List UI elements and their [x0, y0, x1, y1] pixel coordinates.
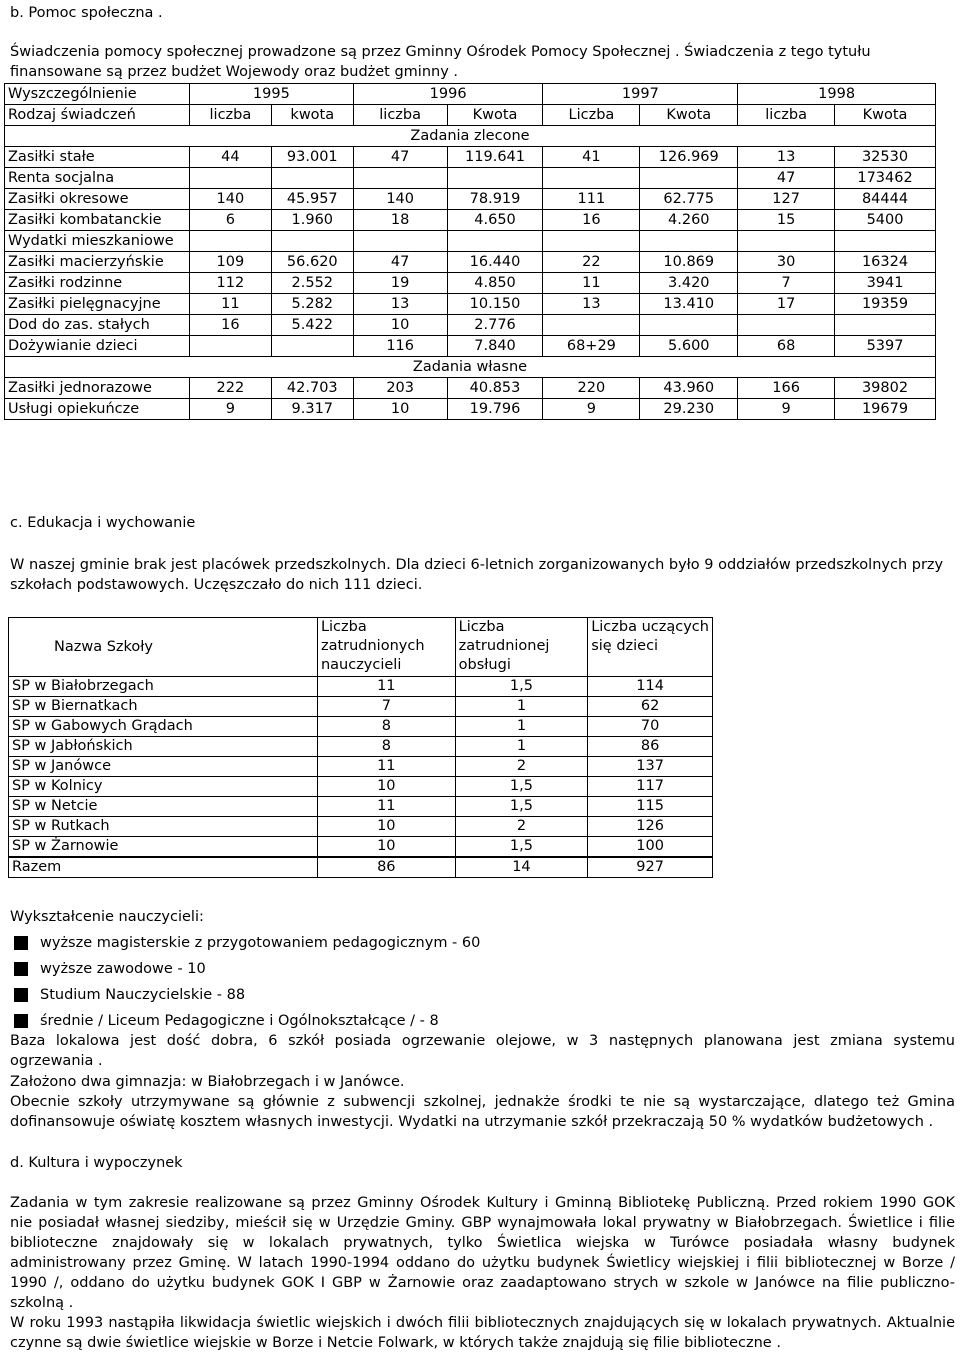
school-value-cell: 2 [455, 757, 588, 777]
benefit-value-cell: 68 [738, 336, 835, 357]
benefit-value-cell: 166 [738, 378, 835, 399]
benefit-value-cell: 13 [353, 294, 447, 315]
benefit-value-cell [640, 168, 738, 189]
benefit-value-cell: 11 [189, 294, 271, 315]
benefit-name-cell: Zasiłki macierzyńskie [5, 252, 190, 273]
bullet-square-icon [14, 1014, 28, 1028]
school-value-cell: 10 [317, 837, 455, 858]
education-p2: Założono dwa gimnazja: w Białobrzegach i w Janówce. [10, 1074, 405, 1090]
school-value-cell: 114 [588, 677, 713, 697]
school-value-cell: 1 [455, 737, 588, 757]
benefit-row [5, 378, 936, 399]
benefit-row [5, 273, 936, 294]
section-b-intro-line2: finansowane są przez budżet Wojewody oraz budżet gminny . [10, 64, 459, 80]
benefit-value-cell: 5.422 [271, 315, 353, 336]
header-staff [455, 618, 588, 677]
school-value-cell: 1,5 [455, 677, 588, 697]
education-p1-line2: ogrzewania . [10, 1053, 103, 1069]
benefit-value-cell [543, 315, 640, 336]
header-spec: Wyszczególnienie [5, 84, 190, 105]
header-teachers [317, 618, 455, 677]
benefit-value-cell: 47 [738, 168, 835, 189]
benefit-value-cell: 15 [738, 210, 835, 231]
benefit-value-cell: 3.420 [640, 273, 738, 294]
section-c-para-line2: szkołach podstawowych. Uczęszczało do nich 111 dzieci. [10, 577, 423, 593]
benefit-value-cell: 126.969 [640, 147, 738, 168]
subheader-cell: Kwota [835, 105, 936, 126]
education-item: Studium Nauczycielskie - 88 [40, 987, 246, 1003]
school-value-cell: 10 [317, 777, 455, 797]
benefit-value-cell: 30 [738, 252, 835, 273]
benefit-value-cell: 222 [189, 378, 271, 399]
benefit-name-cell: Dod do zas. stałych [5, 315, 190, 336]
benefit-value-cell: 19359 [835, 294, 936, 315]
benefit-value-cell: 111 [543, 189, 640, 210]
benefit-value-cell: 16 [189, 315, 271, 336]
benefit-value-cell: 116 [353, 336, 447, 357]
benefit-value-cell [543, 168, 640, 189]
subheader-cell: liczba [738, 105, 835, 126]
school-value-cell: 62 [588, 697, 713, 717]
benefit-value-cell: 127 [738, 189, 835, 210]
school-row [9, 817, 713, 837]
benefit-value-cell: 10 [353, 315, 447, 336]
education-item: wyższe zawodowe - 10 [40, 961, 206, 977]
education-paragraph-base [10, 1031, 955, 1071]
benefit-value-cell: 5397 [835, 336, 936, 357]
school-row [9, 677, 713, 697]
school-value-cell: 2 [455, 817, 588, 837]
school-value-cell: 100 [588, 837, 713, 858]
header-staff-line: zatrudnionej [458, 638, 550, 654]
benefit-value-cell [543, 231, 640, 252]
benefit-value-cell [271, 336, 353, 357]
school-name-cell: SP w Gabowych Grądach [9, 717, 318, 737]
school-value-cell: 1 [455, 717, 588, 737]
section-row [5, 357, 936, 378]
school-name-cell: SP w Jabłońskich [9, 737, 318, 757]
benefit-row [5, 294, 936, 315]
school-name-cell: SP w Biernatkach [9, 697, 318, 717]
benefit-row [5, 399, 936, 420]
benefit-name-cell: Zasiłki stałe [5, 147, 190, 168]
schools-total-row [9, 857, 713, 878]
benefit-value-cell: 5400 [835, 210, 936, 231]
subheader-cell: Kwota [640, 105, 738, 126]
schools-table [8, 617, 713, 878]
benefit-row [5, 168, 936, 189]
benefit-value-cell [353, 168, 447, 189]
school-value-cell: 927 [588, 857, 713, 878]
benefit-value-cell: 3941 [835, 273, 936, 294]
school-value-cell: 1,5 [455, 797, 588, 817]
benefit-value-cell: 7.840 [447, 336, 543, 357]
benefit-name-cell: Renta socjalna [5, 168, 190, 189]
benefit-value-cell: 112 [189, 273, 271, 294]
school-name-cell: SP w Białobrzegach [9, 677, 318, 697]
benefit-value-cell: 9 [189, 399, 271, 420]
benefit-value-cell: 16.440 [447, 252, 543, 273]
benefit-name-cell: Zasiłki jednorazowe [5, 378, 190, 399]
benefit-value-cell [189, 168, 271, 189]
benefit-value-cell: 5.282 [271, 294, 353, 315]
benefit-value-cell: 19.796 [447, 399, 543, 420]
bullet-square-icon [14, 936, 28, 950]
school-value-cell: 8 [317, 737, 455, 757]
benefit-name-cell: Zasiłki rodzinne [5, 273, 190, 294]
benefit-row [5, 147, 936, 168]
benefit-value-cell: 93.001 [271, 147, 353, 168]
section-d-line: czynne są dwie świetlice wiejskie w Borze i Netcie Folwark, w których także znajdują się filie biblioteczne . [10, 1335, 781, 1351]
education-item: wyższe magisterskie z przygotowaniem pedagogicznym - 60 [40, 935, 481, 951]
header-pupils-line: Liczba uczących [591, 619, 709, 635]
benefit-value-cell [738, 315, 835, 336]
benefit-value-cell [271, 231, 353, 252]
subheader-cell: liczba [353, 105, 447, 126]
header-teachers-line: zatrudnionych [320, 638, 425, 654]
school-value-cell: 8 [317, 717, 455, 737]
benefit-value-cell: 47 [353, 252, 447, 273]
benefit-value-cell: 9.317 [271, 399, 353, 420]
benefit-value-cell: 4.850 [447, 273, 543, 294]
benefit-value-cell: 1.960 [271, 210, 353, 231]
school-value-cell: 117 [588, 777, 713, 797]
benefit-value-cell: 140 [189, 189, 271, 210]
school-value-cell: 14 [455, 857, 588, 878]
benefit-value-cell: 47 [353, 147, 447, 168]
schools-header-row [9, 618, 713, 677]
subheader-cell: Liczba [543, 105, 640, 126]
section-d-line: Zadania w tym zakresie realizowane są przez Gminny Ośrodek Kultury i Gminną Bibliotekę Publiczną. Przed rokiem 1990 GOK [10, 1195, 955, 1211]
benefit-value-cell: 13.410 [640, 294, 738, 315]
school-value-cell: 86 [588, 737, 713, 757]
benefit-value-cell: 119.641 [447, 147, 543, 168]
school-name-cell: SP w Rutkach [9, 817, 318, 837]
benefit-value-cell: 9 [738, 399, 835, 420]
education-item: średnie / Liceum Pedagogiczne i Ogólnokształcące / - 8 [40, 1013, 439, 1029]
benefit-value-cell: 10 [353, 399, 447, 420]
section-d-line: biblioteczne znajdowały się w lokalach prywatnych, tylko Świetlica wiejska w Turówce posiadała własny budynek [10, 1235, 955, 1251]
school-value-cell: 70 [588, 717, 713, 737]
section-d-line: 1990 /, oddano do użytku budynek GOK I GBP w Żarnowie oraz zaadaptowano strych w szkole w Janówce na filie publiczno- [10, 1275, 955, 1291]
subheader-cell: liczba [189, 105, 271, 126]
benefit-value-cell: 19 [353, 273, 447, 294]
benefit-value-cell: 43.960 [640, 378, 738, 399]
header-pupils [588, 618, 713, 677]
section-d-heading: d. Kultura i wypoczynek [10, 1155, 183, 1171]
school-name-cell: SP w Janówce [9, 757, 318, 777]
benefit-value-cell: 109 [189, 252, 271, 273]
benefit-value-cell: 10.869 [640, 252, 738, 273]
benefit-value-cell [189, 336, 271, 357]
benefit-value-cell: 68+29 [543, 336, 640, 357]
year-header: 1996 [353, 84, 543, 105]
benefit-value-cell: 29.230 [640, 399, 738, 420]
benefit-value-cell: 18 [353, 210, 447, 231]
benefit-value-cell: 44 [189, 147, 271, 168]
subheader-cell: Kwota [447, 105, 543, 126]
education-p3-line2: dofinansowuje oświatę kosztem własnych inwestycji. Wydatki na utrzymanie szkół przekraczają 50 % wydatków budżetowych . [10, 1114, 934, 1130]
school-value-cell: 11 [317, 677, 455, 697]
benefit-value-cell [640, 315, 738, 336]
benefit-name-cell: Dożywianie dzieci [5, 336, 190, 357]
benefit-value-cell [640, 231, 738, 252]
section-d-paragraph [10, 1193, 955, 1353]
subheader-row [5, 105, 936, 126]
school-value-cell: 1,5 [455, 777, 588, 797]
benefit-value-cell: 9 [543, 399, 640, 420]
school-value-cell: 86 [317, 857, 455, 878]
header-kind: Rodzaj świadczeń [5, 105, 190, 126]
benefit-value-cell: 173462 [835, 168, 936, 189]
benefit-value-cell: 22 [543, 252, 640, 273]
school-row [9, 717, 713, 737]
benefit-value-cell: 39802 [835, 378, 936, 399]
year-header: 1995 [189, 84, 353, 105]
benefit-value-cell: 220 [543, 378, 640, 399]
bullet-square-icon [14, 962, 28, 976]
benefit-value-cell: 84444 [835, 189, 936, 210]
year-header-row [5, 84, 936, 105]
school-value-cell: 10 [317, 817, 455, 837]
benefit-value-cell [835, 231, 936, 252]
benefit-value-cell: 17 [738, 294, 835, 315]
benefit-value-cell: 2.776 [447, 315, 543, 336]
header-school-name: Nazwa Szkoły [9, 618, 318, 677]
section-delegated: Zadania zlecone [5, 126, 936, 147]
header-pupils-line: się dzieci [591, 638, 659, 654]
school-row [9, 737, 713, 757]
benefit-value-cell: 4.260 [640, 210, 738, 231]
benefit-value-cell: 13 [738, 147, 835, 168]
education-p3-line1: Obecnie szkoły utrzymywane są głównie z subwencji szkolnej, jednakże środki te nie są wystarczające, dlatego też Gmina [10, 1094, 955, 1110]
year-header: 1997 [543, 84, 738, 105]
benefit-value-cell: 2.552 [271, 273, 353, 294]
header-staff-line: Liczba [458, 619, 505, 635]
benefit-value-cell: 45.957 [271, 189, 353, 210]
section-d-line: administrowany przez Gminę. W latach 1990-1994 oddano do użytku budynek Świetlicy wiejskiej i filii bibliotecznej w Borze / [10, 1255, 955, 1271]
benefit-value-cell: 62.775 [640, 189, 738, 210]
school-value-cell: 126 [588, 817, 713, 837]
section-c-heading: c. Edukacja i wychowanie [10, 515, 196, 531]
benefit-value-cell: 41 [543, 147, 640, 168]
benefit-value-cell [189, 231, 271, 252]
benefit-value-cell: 11 [543, 273, 640, 294]
benefit-value-cell [353, 231, 447, 252]
section-d-line: nie posiadał własnej siedziby, mieścił się w Urzędzie Gminy. GBP wynajmowała lokal prywatny w Białobrzegach. Świetlice i filie [10, 1215, 955, 1231]
benefit-value-cell: 7 [738, 273, 835, 294]
benefit-value-cell: 203 [353, 378, 447, 399]
header-staff-line: obsługi [458, 657, 511, 673]
benefit-value-cell: 19679 [835, 399, 936, 420]
benefit-value-cell: 4.650 [447, 210, 543, 231]
section-d-line: W roku 1993 nastąpiła likwidacja świetlic wiejskich i dwóch filii bibliotecznych znajdujących się w lokalach prywatnych. Aktualnie [10, 1315, 955, 1331]
benefit-row [5, 315, 936, 336]
header-teachers-line: nauczycieli [320, 657, 402, 673]
benefit-value-cell: 32530 [835, 147, 936, 168]
benefit-value-cell [738, 231, 835, 252]
section-b-intro-line1: Świadczenia pomocy społecznej prowadzone są przez Gminny Ośrodek Pomocy Społecznej . Świadczenia z tego tytułu [10, 44, 871, 60]
education-p1-line1: Baza lokalowa jest dość dobra, 6 szkół posiada ogrzewanie olejowe, w 3 następnych planowana jest zmiana systemu [10, 1033, 955, 1049]
benefit-row [5, 252, 936, 273]
benefit-row [5, 336, 936, 357]
benefit-value-cell: 78.919 [447, 189, 543, 210]
benefits-table [4, 83, 936, 420]
header-teachers-line: Liczba [320, 619, 367, 635]
section-b-heading: b. Pomoc społeczna . [10, 5, 163, 21]
benefit-name-cell: Zasiłki pielęgnacyjne [5, 294, 190, 315]
school-row [9, 797, 713, 817]
benefit-name-cell: Zasiłki okresowe [5, 189, 190, 210]
benefit-value-cell [447, 168, 543, 189]
benefit-value-cell: 140 [353, 189, 447, 210]
section-c-para-line1: W naszej gminie brak jest placówek przedszkolnych. Dla dzieci 6-letnich zorganizowanych było 9 oddziałów przedszkolnych przy [10, 557, 944, 573]
benefit-name-cell: Wydatki mieszkaniowe [5, 231, 190, 252]
benefit-name-cell: Zasiłki kombatanckie [5, 210, 190, 231]
school-value-cell: 11 [317, 757, 455, 777]
section-row [5, 126, 936, 147]
education-paragraph-funding [10, 1092, 955, 1132]
benefit-name-cell: Usługi opiekuńcze [5, 399, 190, 420]
benefit-value-cell: 56.620 [271, 252, 353, 273]
school-value-cell: 137 [588, 757, 713, 777]
bullet-square-icon [14, 988, 28, 1002]
benefit-value-cell: 6 [189, 210, 271, 231]
benefit-value-cell [447, 231, 543, 252]
benefit-value-cell: 42.703 [271, 378, 353, 399]
subheader-cell: kwota [271, 105, 353, 126]
school-row [9, 697, 713, 717]
benefit-row [5, 210, 936, 231]
school-value-cell: 11 [317, 797, 455, 817]
school-name-cell: SP w Netcie [9, 797, 318, 817]
school-value-cell: 115 [588, 797, 713, 817]
benefit-value-cell: 5.600 [640, 336, 738, 357]
benefit-value-cell [271, 168, 353, 189]
section-d-line: szkolną . [10, 1295, 74, 1311]
school-row [9, 777, 713, 797]
school-row [9, 757, 713, 777]
school-name-cell: SP w Żarnowie [9, 837, 318, 858]
school-name-cell: SP w Kolnicy [9, 777, 318, 797]
year-header: 1998 [738, 84, 936, 105]
benefit-row [5, 231, 936, 252]
school-value-cell: 7 [317, 697, 455, 717]
benefit-value-cell: 40.853 [447, 378, 543, 399]
education-label: Wykształcenie nauczycieli: [10, 909, 204, 925]
benefit-value-cell: 10.150 [447, 294, 543, 315]
school-value-cell: 1,5 [455, 837, 588, 858]
school-name-cell: Razem [9, 857, 318, 878]
benefit-value-cell: 13 [543, 294, 640, 315]
benefit-value-cell: 16324 [835, 252, 936, 273]
benefit-value-cell: 16 [543, 210, 640, 231]
school-value-cell: 1 [455, 697, 588, 717]
school-row [9, 837, 713, 858]
section-own: Zadania własne [5, 357, 936, 378]
benefit-row [5, 189, 936, 210]
benefit-value-cell [835, 315, 936, 336]
